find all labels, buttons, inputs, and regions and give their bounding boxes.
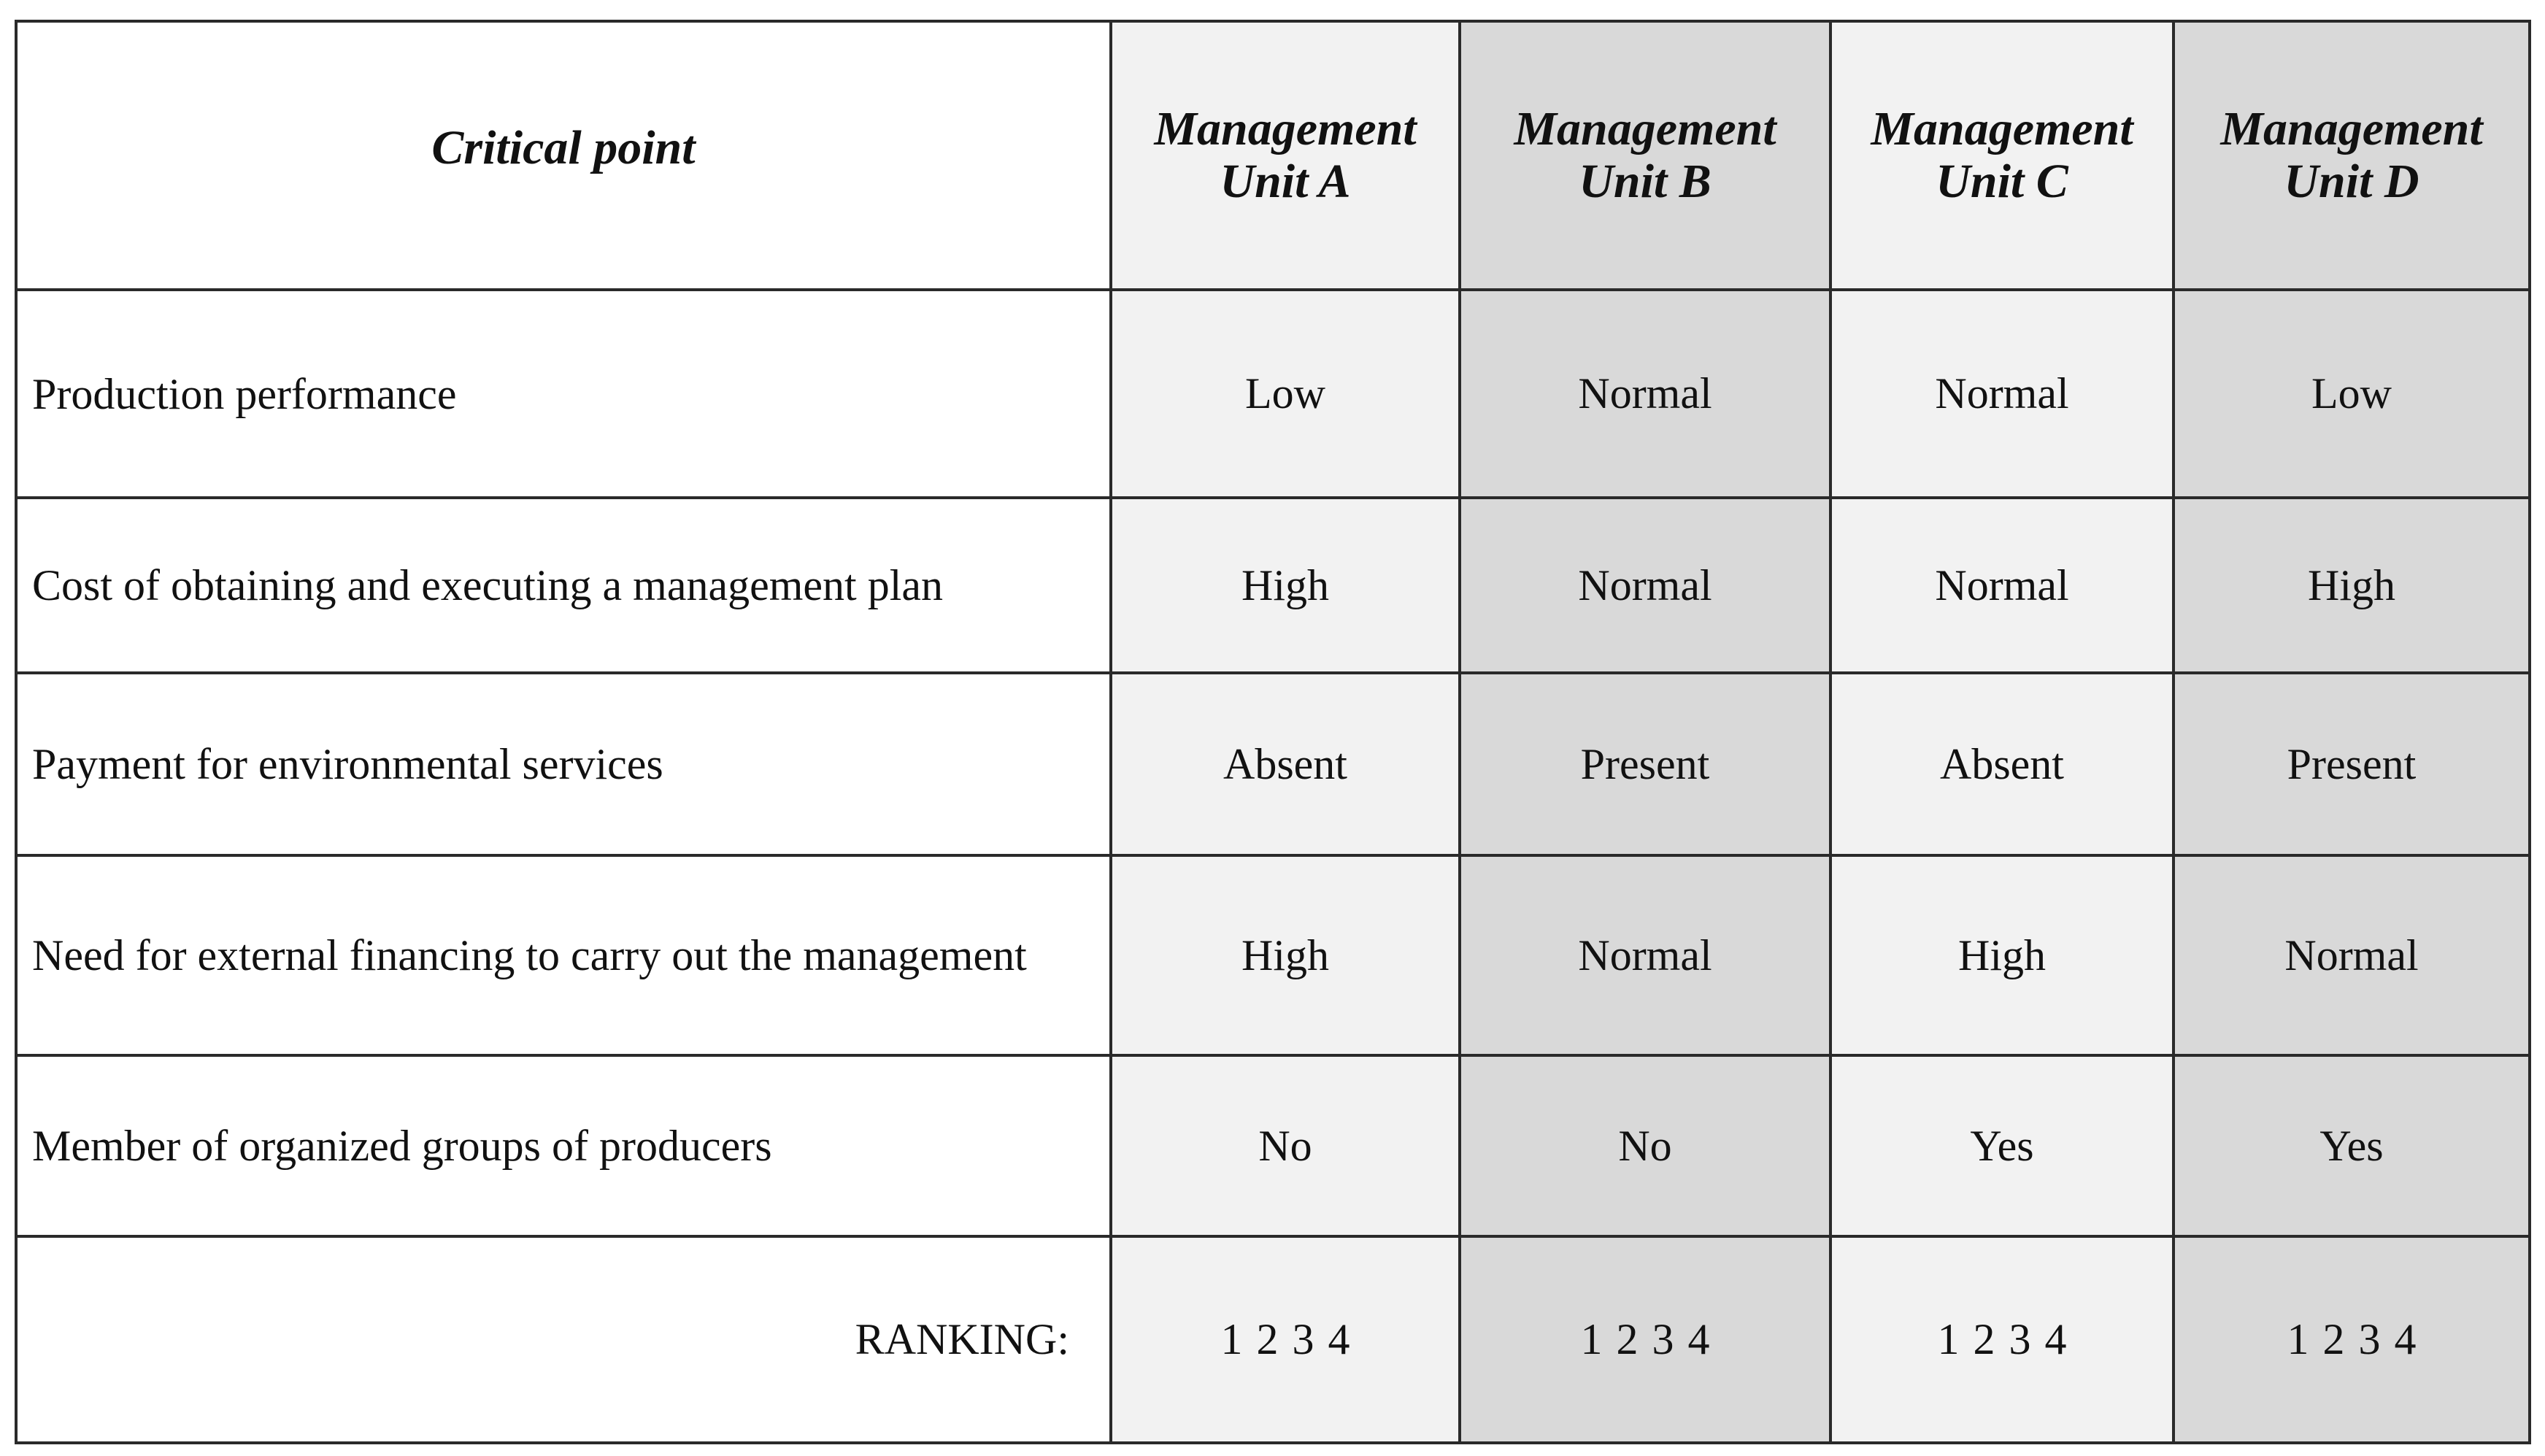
- table-row: [16, 673, 2530, 855]
- ranking-unit-c: 1 2 3 4: [1830, 1236, 2174, 1443]
- critical-points-table: [15, 20, 2531, 1444]
- table-row: [16, 498, 2530, 673]
- cell-unit-c: Normal: [1830, 290, 2174, 498]
- row-label-production-performance: Production performance: [16, 290, 1111, 498]
- cell-unit-a: Low: [1111, 290, 1460, 498]
- cell-unit-b: Normal: [1460, 290, 1830, 498]
- cell-unit-a: No: [1111, 1055, 1460, 1236]
- table-row: [16, 1055, 2530, 1236]
- row-label-organized-groups: Member of organized groups of producers: [16, 1055, 1111, 1236]
- table-row: [16, 855, 2530, 1055]
- table-row: [16, 290, 2530, 498]
- cell-unit-c: Normal: [1830, 498, 2174, 673]
- cell-unit-d: Low: [2174, 290, 2530, 498]
- row-label-external-financing: Need for external financing to carry out the management: [16, 855, 1111, 1055]
- cell-unit-b: Present: [1460, 673, 1830, 855]
- cell-unit-a: High: [1111, 855, 1460, 1055]
- row-label-cost-management-plan: Cost of obtaining and executing a management plan: [16, 498, 1111, 673]
- cell-unit-d: Yes: [2174, 1055, 2530, 1236]
- cell-unit-d: High: [2174, 498, 2530, 673]
- ranking-unit-b: 1 2 3 4: [1460, 1236, 1830, 1443]
- header-critical-point: Critical point: [16, 21, 1111, 290]
- ranking-unit-a: 1 2 3 4: [1111, 1236, 1460, 1443]
- header-unit-d: Management Unit D: [2174, 21, 2530, 290]
- header-unit-b: Management Unit B: [1460, 21, 1830, 290]
- header-unit-c: Management Unit C: [1830, 21, 2174, 290]
- cell-unit-c: High: [1830, 855, 2174, 1055]
- header-row: [16, 21, 2530, 290]
- cell-unit-a: High: [1111, 498, 1460, 673]
- cell-unit-a: Absent: [1111, 673, 1460, 855]
- cell-unit-d: Normal: [2174, 855, 2530, 1055]
- cell-unit-c: Absent: [1830, 673, 2174, 855]
- cell-unit-b: Normal: [1460, 855, 1830, 1055]
- cell-unit-d: Present: [2174, 673, 2530, 855]
- header-unit-a: Management Unit A: [1111, 21, 1460, 290]
- ranking-row: [16, 1236, 2530, 1443]
- cell-unit-b: Normal: [1460, 498, 1830, 673]
- cell-unit-c: Yes: [1830, 1055, 2174, 1236]
- ranking-label: RANKING:: [16, 1236, 1111, 1443]
- row-label-payment-environmental-services: Payment for environmental services: [16, 673, 1111, 855]
- cell-unit-b: No: [1460, 1055, 1830, 1236]
- ranking-unit-d: 1 2 3 4: [2174, 1236, 2530, 1443]
